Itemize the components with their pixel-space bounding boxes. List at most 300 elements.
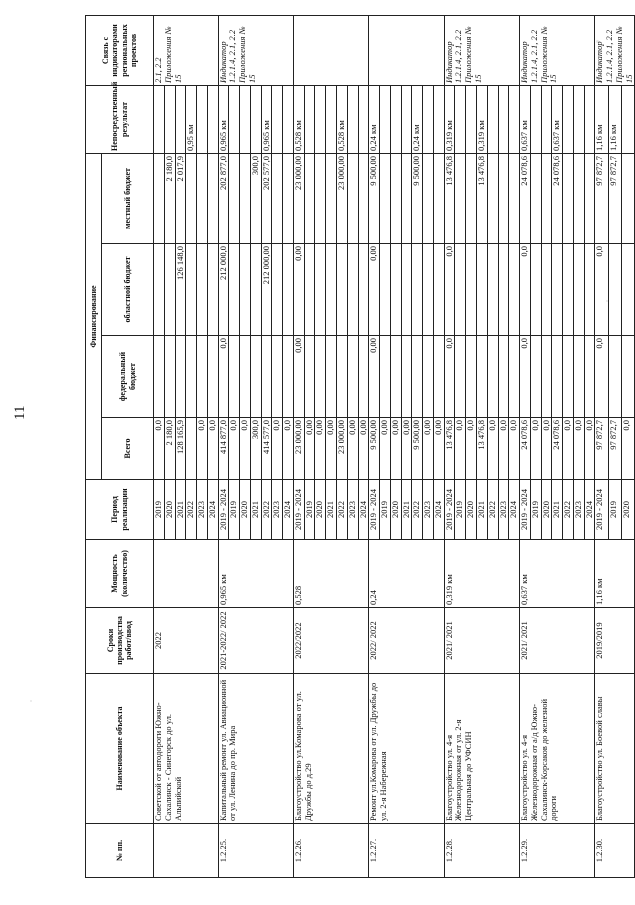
cell-total: 0,00 bbox=[401, 418, 412, 480]
cell-period: 2023 bbox=[272, 480, 283, 540]
cell-total: 0,00 bbox=[304, 418, 315, 480]
cell-period: 2019 bbox=[229, 480, 240, 540]
cell-result: 1,16 км bbox=[595, 85, 608, 153]
header-result: Непосредственный результат bbox=[86, 85, 154, 153]
cell-federal bbox=[390, 336, 401, 418]
cell-total: 23 000,00 bbox=[293, 418, 304, 480]
cell-federal bbox=[164, 336, 175, 418]
cell-num: 1.2.30. bbox=[595, 824, 635, 878]
cell-local bbox=[380, 153, 391, 243]
cell-result bbox=[358, 85, 369, 153]
cell-federal: 0,0 bbox=[520, 336, 531, 418]
cell-result bbox=[250, 85, 261, 153]
cell-local: 97 872,7 bbox=[595, 153, 608, 243]
cell-federal bbox=[498, 336, 509, 418]
cell-total: 0,00 bbox=[326, 418, 337, 480]
cell-federal: 0,0 bbox=[444, 336, 455, 418]
cell-local: 23 000,00 bbox=[337, 153, 348, 243]
cell-federal bbox=[573, 336, 584, 418]
cell-link: Индикатор 1.2.1.4, 2.1, 2.2 Приложения № 15 bbox=[444, 15, 519, 85]
cell-total: 2 180,0 bbox=[164, 418, 175, 480]
cell-result bbox=[154, 85, 165, 153]
cell-federal bbox=[423, 336, 434, 418]
table-row bbox=[293, 15, 304, 877]
cell-result bbox=[315, 85, 326, 153]
cell-num: 1.2.29. bbox=[520, 824, 595, 878]
cell-num bbox=[154, 824, 219, 878]
cell-terms: 2021-2022/ 2022 bbox=[218, 608, 293, 674]
cell-period: 2024 bbox=[584, 480, 595, 540]
cell-regional: 212 000,00 bbox=[261, 244, 272, 336]
cell-capacity: 0,528 bbox=[293, 540, 368, 608]
cell-result bbox=[401, 85, 412, 153]
cell-period: 2024 bbox=[207, 480, 218, 540]
header-terms: Сроки производства работ/ввод bbox=[86, 608, 154, 674]
cell-federal bbox=[455, 336, 466, 418]
cell-result bbox=[541, 85, 552, 153]
cell-local bbox=[498, 153, 509, 243]
cell-local bbox=[509, 153, 520, 243]
cell-regional bbox=[358, 244, 369, 336]
cell-result: 0,24 км bbox=[369, 85, 380, 153]
cell-regional: 0,00 bbox=[369, 244, 380, 336]
financing-table bbox=[85, 15, 635, 878]
cell-federal bbox=[380, 336, 391, 418]
cell-result bbox=[530, 85, 541, 153]
cell-period: 2019 bbox=[304, 480, 315, 540]
cell-local bbox=[423, 153, 434, 243]
cell-total: 0,00 bbox=[390, 418, 401, 480]
cell-regional bbox=[229, 244, 240, 336]
cell-period: 2019 - 2024 bbox=[369, 480, 380, 540]
cell-total: 0,00 bbox=[358, 418, 369, 480]
cell-local: 13 476,8 bbox=[476, 153, 487, 243]
cell-federal bbox=[207, 336, 218, 418]
cell-period: 2022 bbox=[563, 480, 574, 540]
table-body bbox=[154, 15, 635, 877]
cell-federal bbox=[487, 336, 498, 418]
cell-total: 414 577,0 bbox=[261, 418, 272, 480]
cell-total: 24 078,6 bbox=[552, 418, 563, 480]
cell-total: 0,0 bbox=[622, 418, 635, 480]
cell-num: 1.2.27. bbox=[369, 824, 444, 878]
cell-period: 2024 bbox=[358, 480, 369, 540]
cell-name: Благоустройство ул. Боевой славы bbox=[595, 674, 635, 824]
cell-result bbox=[563, 85, 574, 153]
cell-federal bbox=[622, 336, 635, 418]
cell-local bbox=[455, 153, 466, 243]
cell-result: 0,95 км bbox=[186, 85, 197, 153]
cell-result: 0,965 км bbox=[261, 85, 272, 153]
cell-period: 2023 bbox=[197, 480, 208, 540]
cell-result: 0,24 км bbox=[412, 85, 423, 153]
cell-local bbox=[229, 153, 240, 243]
cell-period: 2023 bbox=[347, 480, 358, 540]
cell-local: 23 000,00 bbox=[293, 153, 304, 243]
cell-result bbox=[455, 85, 466, 153]
cell-federal bbox=[584, 336, 595, 418]
cell-local bbox=[240, 153, 251, 243]
cell-name: Благоустройство ул. 4-я Железнодорожная от ул. 2-я Центральная до УФСИН bbox=[444, 674, 519, 824]
cell-regional bbox=[390, 244, 401, 336]
cell-regional bbox=[315, 244, 326, 336]
cell-total: 0,0 bbox=[197, 418, 208, 480]
cell-total: 97 872,7 bbox=[595, 418, 608, 480]
cell-local bbox=[573, 153, 584, 243]
cell-regional bbox=[304, 244, 315, 336]
cell-total: 0,00 bbox=[423, 418, 434, 480]
cell-local: 2 180,0 bbox=[164, 153, 175, 243]
cell-regional bbox=[608, 244, 621, 336]
cell-local bbox=[315, 153, 326, 243]
cell-period: 2022 bbox=[487, 480, 498, 540]
cell-federal bbox=[304, 336, 315, 418]
cell-capacity: 0,965 км bbox=[218, 540, 293, 608]
cell-local bbox=[563, 153, 574, 243]
cell-period: 2021 bbox=[401, 480, 412, 540]
cell-local: 202 577,0 bbox=[261, 153, 272, 243]
cell-federal bbox=[347, 336, 358, 418]
cell-regional bbox=[423, 244, 434, 336]
cell-link bbox=[293, 15, 368, 85]
cell-regional bbox=[412, 244, 423, 336]
cell-terms: 2022/2022 bbox=[293, 608, 368, 674]
cell-total: 0,0 bbox=[283, 418, 294, 480]
cell-period: 2020 bbox=[240, 480, 251, 540]
cell-federal bbox=[315, 336, 326, 418]
cell-federal bbox=[563, 336, 574, 418]
cell-federal bbox=[326, 336, 337, 418]
cell-period: 2021 bbox=[476, 480, 487, 540]
cell-total: 300,0 bbox=[250, 418, 261, 480]
cell-period: 2021 bbox=[552, 480, 563, 540]
cell-federal: 0,0 bbox=[218, 336, 229, 418]
cell-federal bbox=[261, 336, 272, 418]
cell-regional bbox=[584, 244, 595, 336]
cell-capacity bbox=[154, 540, 219, 608]
page-number: 11 bbox=[12, 405, 28, 420]
cell-capacity: 0,24 bbox=[369, 540, 444, 608]
cell-federal bbox=[433, 336, 444, 418]
cell-capacity: 0,637 км bbox=[520, 540, 595, 608]
cell-period: 2019 bbox=[154, 480, 165, 540]
cell-regional bbox=[622, 244, 635, 336]
cell-result bbox=[164, 85, 175, 153]
cell-regional bbox=[498, 244, 509, 336]
cell-local bbox=[466, 153, 477, 243]
cell-result bbox=[509, 85, 520, 153]
cell-link: 2.1, 2.2 Приложения № 15 bbox=[154, 15, 219, 85]
cell-federal bbox=[175, 336, 186, 418]
cell-result bbox=[283, 85, 294, 153]
cell-regional bbox=[380, 244, 391, 336]
cell-result bbox=[380, 85, 391, 153]
cell-local bbox=[304, 153, 315, 243]
cell-regional bbox=[347, 244, 358, 336]
cell-total: 0,0 bbox=[229, 418, 240, 480]
cell-total: 0,0 bbox=[455, 418, 466, 480]
cell-result bbox=[304, 85, 315, 153]
cell-federal bbox=[476, 336, 487, 418]
cell-num: 1.2.28. bbox=[444, 824, 519, 878]
cell-result bbox=[433, 85, 444, 153]
scan-speck bbox=[596, 40, 599, 43]
cell-result bbox=[622, 85, 635, 153]
cell-num: 1.2.25. bbox=[218, 824, 293, 878]
cell-regional bbox=[250, 244, 261, 336]
cell-result bbox=[466, 85, 477, 153]
cell-period: 2022 bbox=[412, 480, 423, 540]
cell-capacity: 0,319 км bbox=[444, 540, 519, 608]
cell-local bbox=[347, 153, 358, 243]
cell-total: 9 500,00 bbox=[369, 418, 380, 480]
cell-period: 2020 bbox=[315, 480, 326, 540]
cell-period: 2019 bbox=[380, 480, 391, 540]
cell-federal: 0,0 bbox=[595, 336, 608, 418]
cell-total: 0,0 bbox=[207, 418, 218, 480]
cell-regional: 0,0 bbox=[444, 244, 455, 336]
cell-period: 2020 bbox=[390, 480, 401, 540]
cell-result: 1,16 км bbox=[608, 85, 621, 153]
cell-regional bbox=[552, 244, 563, 336]
table-row bbox=[520, 15, 531, 877]
cell-link: Индикатор 1.2.1.4, 2.1, 2.2 Приложения № 15 bbox=[218, 15, 293, 85]
cell-name: Капитальный ремонт ул. Авиационной от ул. Ленина до пр. Мира bbox=[218, 674, 293, 824]
header-link: Связь с индикаторами региональных проектов bbox=[86, 15, 154, 85]
cell-federal bbox=[541, 336, 552, 418]
cell-local bbox=[433, 153, 444, 243]
cell-total: 24 078,6 bbox=[520, 418, 531, 480]
cell-local: 300,0 bbox=[250, 153, 261, 243]
cell-regional bbox=[197, 244, 208, 336]
cell-federal bbox=[229, 336, 240, 418]
cell-regional: 0,00 bbox=[293, 244, 304, 336]
cell-total: 13 476,8 bbox=[476, 418, 487, 480]
cell-federal bbox=[283, 336, 294, 418]
cell-regional bbox=[433, 244, 444, 336]
cell-regional bbox=[326, 244, 337, 336]
cell-regional bbox=[487, 244, 498, 336]
cell-local bbox=[358, 153, 369, 243]
cell-result bbox=[326, 85, 337, 153]
cell-local: 2 017,9 bbox=[175, 153, 186, 243]
table-row bbox=[218, 15, 229, 877]
cell-period: 2019 - 2024 bbox=[293, 480, 304, 540]
cell-local bbox=[530, 153, 541, 243]
document-sheet bbox=[85, 16, 634, 878]
cell-result: 0,319 км bbox=[444, 85, 455, 153]
cell-total bbox=[186, 418, 197, 480]
cell-federal bbox=[197, 336, 208, 418]
cell-link: Индикатор 1.2.1.4, 2.1, 2.2 Приложения № 15 bbox=[595, 15, 635, 85]
cell-num: 1.2.26. bbox=[293, 824, 368, 878]
cell-period: 2019 - 2024 bbox=[218, 480, 229, 540]
cell-federal bbox=[401, 336, 412, 418]
cell-local: 97 872,7 bbox=[608, 153, 621, 243]
cell-local bbox=[390, 153, 401, 243]
header-federal: федеральный бюджет bbox=[102, 336, 154, 418]
cell-federal: 0,00 bbox=[369, 336, 380, 418]
header-total: Всего bbox=[102, 418, 154, 480]
cell-regional bbox=[154, 244, 165, 336]
cell-federal bbox=[530, 336, 541, 418]
cell-result: 0,637 км bbox=[552, 85, 563, 153]
scan-speck bbox=[30, 700, 32, 702]
cell-local: 24 078,6 bbox=[520, 153, 531, 243]
cell-period: 2020 bbox=[466, 480, 477, 540]
cell-local bbox=[401, 153, 412, 243]
cell-total: 0,0 bbox=[584, 418, 595, 480]
cell-link: Индикатор 1.2.1.4, 2.1, 2.2 Приложения № 15 bbox=[520, 15, 595, 85]
cell-local: 9 500,00 bbox=[369, 153, 380, 243]
cell-federal bbox=[250, 336, 261, 418]
cell-local: 13 476,8 bbox=[444, 153, 455, 243]
cell-local bbox=[283, 153, 294, 243]
table-row bbox=[444, 15, 455, 877]
cell-result bbox=[175, 85, 186, 153]
cell-local: 9 500,00 bbox=[412, 153, 423, 243]
cell-period: 2021 bbox=[326, 480, 337, 540]
cell-regional bbox=[455, 244, 466, 336]
cell-regional: 0,0 bbox=[595, 244, 608, 336]
header-period: Период реализации bbox=[86, 480, 154, 540]
cell-period: 2020 bbox=[622, 480, 635, 540]
cell-regional bbox=[573, 244, 584, 336]
cell-regional bbox=[509, 244, 520, 336]
cell-total: 0,0 bbox=[272, 418, 283, 480]
cell-total: 414 877,0 bbox=[218, 418, 229, 480]
cell-terms: 2021/ 2021 bbox=[444, 608, 519, 674]
cell-period: 2022 bbox=[337, 480, 348, 540]
cell-period: 2023 bbox=[498, 480, 509, 540]
cell-regional bbox=[164, 244, 175, 336]
cell-total: 0,0 bbox=[509, 418, 520, 480]
cell-total: 97 872,7 bbox=[608, 418, 621, 480]
cell-local bbox=[622, 153, 635, 243]
cell-local bbox=[207, 153, 218, 243]
header-local: местный бюджет bbox=[102, 153, 154, 243]
cell-period: 2022 bbox=[261, 480, 272, 540]
cell-period: 2023 bbox=[573, 480, 584, 540]
header-num: № пп. bbox=[86, 824, 154, 878]
cell-name: Благоустройство ул.Комарова от ул. Дружбы до д.29 bbox=[293, 674, 368, 824]
cell-total: 128 165,9 bbox=[175, 418, 186, 480]
cell-name: Советской от автодороги Южно-Сахалинск - Синегорск до ул. Альпийской bbox=[154, 674, 219, 824]
cell-local: 24 078,6 bbox=[552, 153, 563, 243]
cell-period: 2019 - 2024 bbox=[520, 480, 531, 540]
cell-local bbox=[487, 153, 498, 243]
cell-local bbox=[197, 153, 208, 243]
cell-period: 2024 bbox=[509, 480, 520, 540]
scan-speck bbox=[606, 300, 608, 302]
cell-total: 0,00 bbox=[380, 418, 391, 480]
cell-regional bbox=[272, 244, 283, 336]
cell-terms: 2022 bbox=[154, 608, 219, 674]
cell-name: Благоустройство ул. 4-я Железнодорожная от а/д Южно-Сахалинск-Корсаков до железной дороги bbox=[520, 674, 595, 824]
cell-total: 9 500,00 bbox=[412, 418, 423, 480]
cell-total: 0,0 bbox=[154, 418, 165, 480]
cell-period: 2023 bbox=[423, 480, 434, 540]
cell-period: 2021 bbox=[175, 480, 186, 540]
cell-regional bbox=[186, 244, 197, 336]
cell-federal bbox=[552, 336, 563, 418]
table-header bbox=[86, 15, 154, 877]
cell-period: 2020 bbox=[164, 480, 175, 540]
cell-regional bbox=[563, 244, 574, 336]
cell-total: 0,0 bbox=[466, 418, 477, 480]
cell-link bbox=[369, 15, 444, 85]
cell-local bbox=[326, 153, 337, 243]
cell-regional bbox=[240, 244, 251, 336]
cell-regional bbox=[337, 244, 348, 336]
table-row bbox=[154, 15, 165, 877]
cell-regional bbox=[466, 244, 477, 336]
cell-local bbox=[541, 153, 552, 243]
cell-federal bbox=[466, 336, 477, 418]
cell-period: 2024 bbox=[283, 480, 294, 540]
cell-total: 23 000,00 bbox=[337, 418, 348, 480]
cell-result bbox=[197, 85, 208, 153]
cell-regional bbox=[401, 244, 412, 336]
cell-result bbox=[423, 85, 434, 153]
cell-local bbox=[584, 153, 595, 243]
cell-regional bbox=[476, 244, 487, 336]
cell-federal bbox=[272, 336, 283, 418]
cell-result bbox=[272, 85, 283, 153]
cell-federal bbox=[358, 336, 369, 418]
cell-federal bbox=[186, 336, 197, 418]
cell-period: 2019 bbox=[608, 480, 621, 540]
cell-total: 0,00 bbox=[433, 418, 444, 480]
rotated-table-wrapper bbox=[85, 16, 634, 878]
cell-result bbox=[498, 85, 509, 153]
cell-total: 0,0 bbox=[563, 418, 574, 480]
table-row bbox=[595, 15, 608, 877]
cell-local bbox=[154, 153, 165, 243]
cell-name: Ремонт ул.Комарова от ул. Дружбы до ул. 2-я Набережная bbox=[369, 674, 444, 824]
cell-result bbox=[229, 85, 240, 153]
cell-federal: 0,00 bbox=[293, 336, 304, 418]
cell-total: 0,00 bbox=[347, 418, 358, 480]
cell-total: 0,0 bbox=[240, 418, 251, 480]
cell-result bbox=[487, 85, 498, 153]
header-name: Наименование объекта bbox=[86, 674, 154, 824]
header-regional: областной бюджет bbox=[102, 244, 154, 336]
cell-regional: 212 000,0 bbox=[218, 244, 229, 336]
cell-result: 0,528 км bbox=[337, 85, 348, 153]
cell-local: 202 877,0 bbox=[218, 153, 229, 243]
cell-regional bbox=[530, 244, 541, 336]
cell-result bbox=[347, 85, 358, 153]
cell-period: 2021 bbox=[250, 480, 261, 540]
cell-federal bbox=[412, 336, 423, 418]
cell-federal bbox=[509, 336, 520, 418]
cell-total: 13 476,8 bbox=[444, 418, 455, 480]
cell-total: 0,0 bbox=[487, 418, 498, 480]
cell-terms: 2022/ 2022 bbox=[369, 608, 444, 674]
cell-period: 2022 bbox=[186, 480, 197, 540]
cell-total: 0,0 bbox=[498, 418, 509, 480]
header-financing: Финансирование bbox=[86, 153, 102, 479]
cell-period: 2019 - 2024 bbox=[444, 480, 455, 540]
cell-total: 0,0 bbox=[541, 418, 552, 480]
cell-period: 2024 bbox=[433, 480, 444, 540]
cell-result bbox=[207, 85, 218, 153]
cell-terms: 2021/ 2021 bbox=[520, 608, 595, 674]
cell-local bbox=[186, 153, 197, 243]
cell-regional: 0,0 bbox=[520, 244, 531, 336]
cell-federal bbox=[240, 336, 251, 418]
